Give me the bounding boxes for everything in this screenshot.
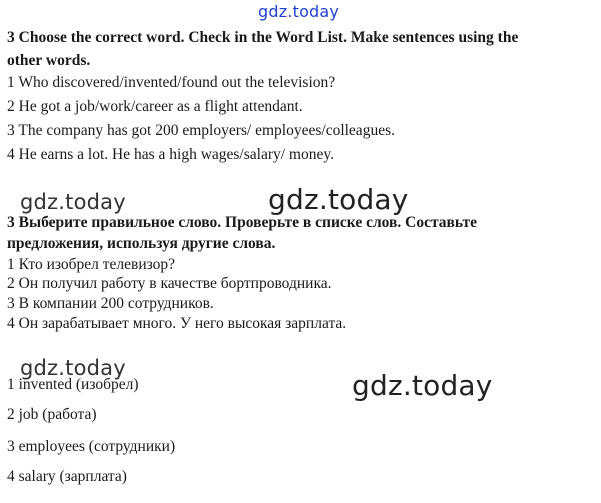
watermark-center-2: gdz.today xyxy=(352,369,493,402)
answer-3: 3 employees (сотрудники) xyxy=(7,438,176,455)
watermark-left-1: gdz.today xyxy=(20,190,126,214)
answer-1: 1 invented (изобрел) xyxy=(7,376,139,393)
russian-heading-line2: предложения, используя другие слова. xyxy=(7,235,276,252)
english-heading-line1: 3 Choose the correct word. Check in the Word List. Make sentences using the xyxy=(7,29,519,46)
russian-item-3: 3 В компании 200 сотрудников. xyxy=(7,295,214,312)
watermark-top: gdz.today xyxy=(258,2,340,21)
answer-2: 2 job (работа) xyxy=(7,406,97,423)
watermark-center-1: gdz.today xyxy=(268,183,409,216)
english-item-3: 3 The company has got 200 employers/ employees/colleagues. xyxy=(7,122,395,139)
english-heading-line2: other words. xyxy=(7,52,91,69)
russian-item-2: 2 Он получил работу в качестве бортпроводника. xyxy=(7,275,332,292)
english-item-2: 2 He got a job/work/career as a flight attendant. xyxy=(7,98,303,115)
answer-4: 4 salary (зарплата) xyxy=(7,468,127,485)
english-item-1: 1 Who discovered/invented/found out the television? xyxy=(7,74,336,91)
russian-heading-line1: 3 Выберите правильное слово. Проверьте в списке слов. Составьте xyxy=(7,214,478,231)
russian-item-1: 1 Кто изобрел телевизор? xyxy=(7,256,176,273)
russian-item-4: 4 Он зарабатывает много. У него высокая зарплата. xyxy=(7,315,347,332)
watermark-left-2: gdz.today xyxy=(20,356,126,380)
english-item-4: 4 He earns a lot. He has a high wages/salary/ money. xyxy=(7,146,334,163)
